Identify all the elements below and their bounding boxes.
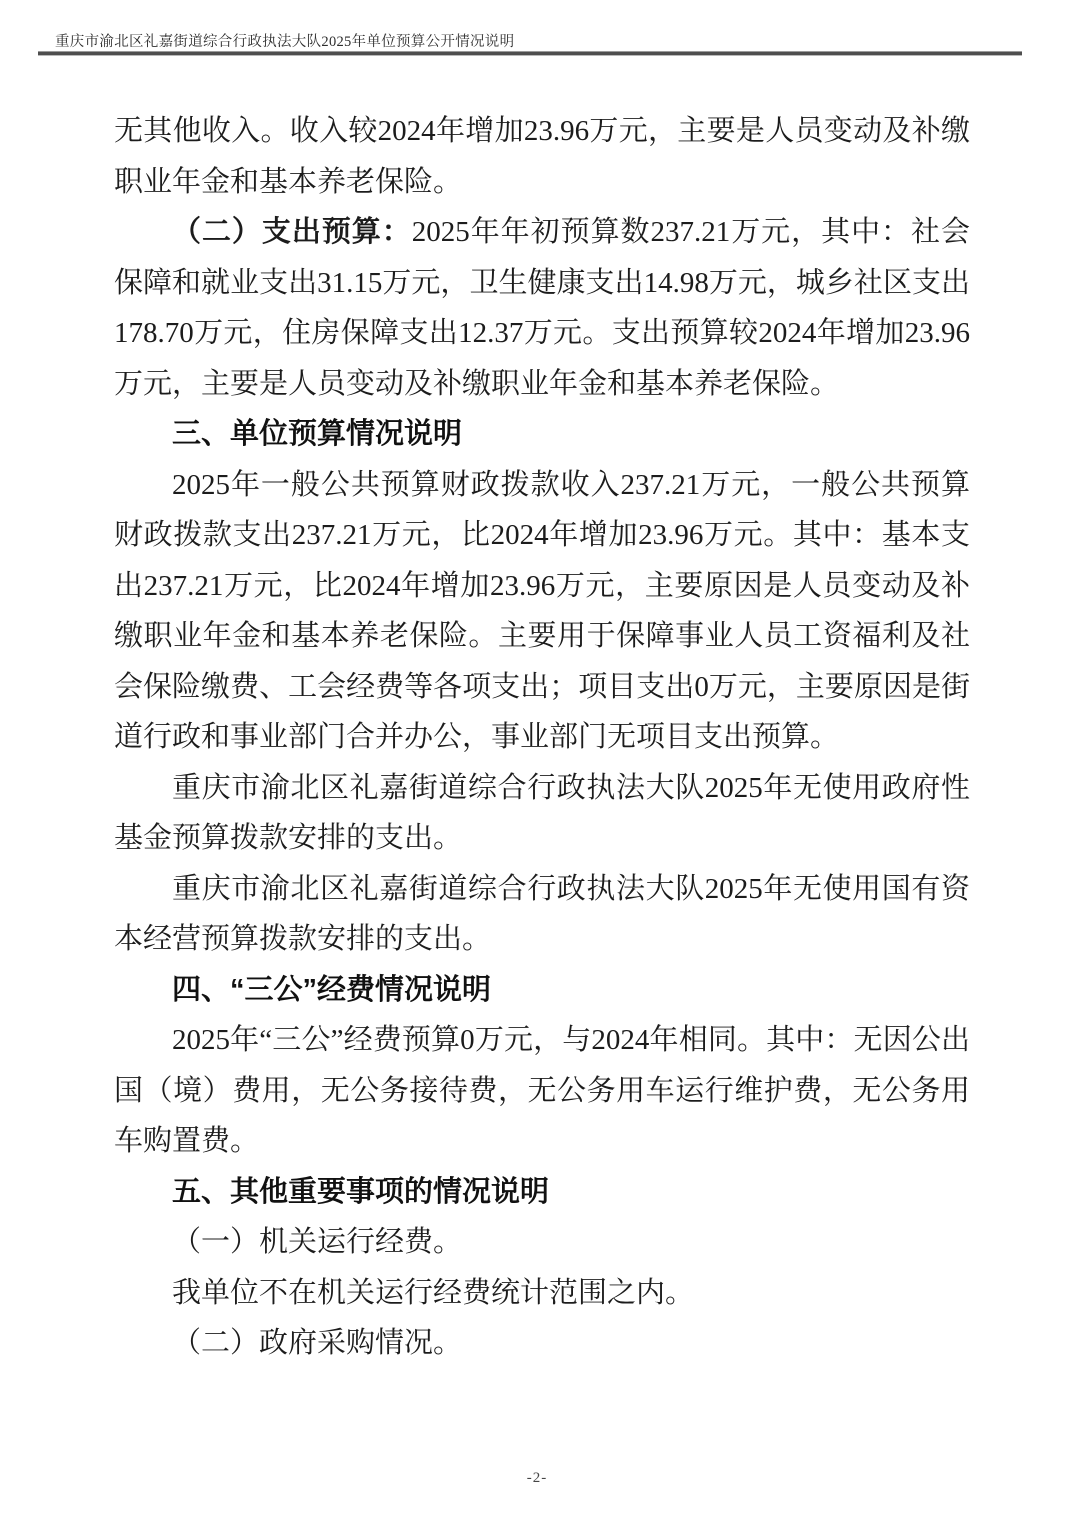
page-number: -2- — [526, 1470, 548, 1486]
paragraph-income-continuation: 无其他收入。收入较2024年增加23.96万元，主要是人员变动及补缴职业年金和基本养老保险。 — [114, 115, 970, 198]
header-title: 重庆市渝北区礼嘉街道综合行政执法大队2025年单位预算公开情况说明 — [55, 34, 515, 50]
paragraph-not-in-statistics-scope: 我单位不在机关运行经费统计范围之内。 — [172, 1276, 695, 1309]
paragraph-agency-operating-expenses: （一）机关运行经费。 — [172, 1226, 463, 1258]
paragraph-unit-budget-detail: 2025年一般公共预算财政拨款收入237.21万元，一般公共预算财政拨款支出237.21万元，比2024年增加23.96万元。其中：基本支出237.21万元，比2024年增加23.96万元，主要原因是人员变动及补缴职业年金和基本养老保险。主要用于保障事业人员工资福利及社会保险缴费、工会经费等各项支出；项目支出0万元，主要原因是街道行政和事业部门合并办公，事业部门无项目支出预算。 — [114, 468, 970, 753]
paragraph-no-government-fund-expenditure: 重庆市渝北区礼嘉街道综合行政执法大队2025年无使用政府性基金预算拨款安排的支出。 — [114, 771, 970, 854]
expenditure-budget-text: 2025年年初预算数237.21万元，其中：社会保障和就业支出31.15万元，卫生健康支出14.98万元，城乡社区支出178.70万元，住房保障支出12.37万元。支出预算较2024年增加23.96万元，主要是人员变动及补缴职业年金和基本养老保险。 — [114, 216, 970, 400]
document-body — [114, 106, 970, 1369]
expenditure-budget-label: （二）支出预算： — [172, 216, 412, 248]
paragraph-expenditure-budget — [114, 207, 970, 409]
paragraph-no-state-capital-expenditure: 重庆市渝北区礼嘉街道综合行政执法大队2025年无使用国有资本经营预算拨款安排的支出。 — [114, 872, 970, 955]
section-heading-other-important-items: 五、其他重要事项的情况说明 — [172, 1175, 550, 1208]
paragraph-three-public-funds-detail: 2025年“三公”经费预算0万元，与2024年相同。其中：无因公出国（境）费用，无公务接待费，无公务用车运行维护费，无公务用车购置费。 — [114, 1024, 970, 1157]
paragraph-government-procurement: （二）政府采购情况。 — [172, 1327, 463, 1359]
section-heading-unit-budget: 三、单位预算情况说明 — [172, 418, 463, 450]
header-rule — [38, 51, 1022, 56]
section-heading-three-public-funds: 四、“三公”经费情况说明 — [172, 973, 492, 1006]
